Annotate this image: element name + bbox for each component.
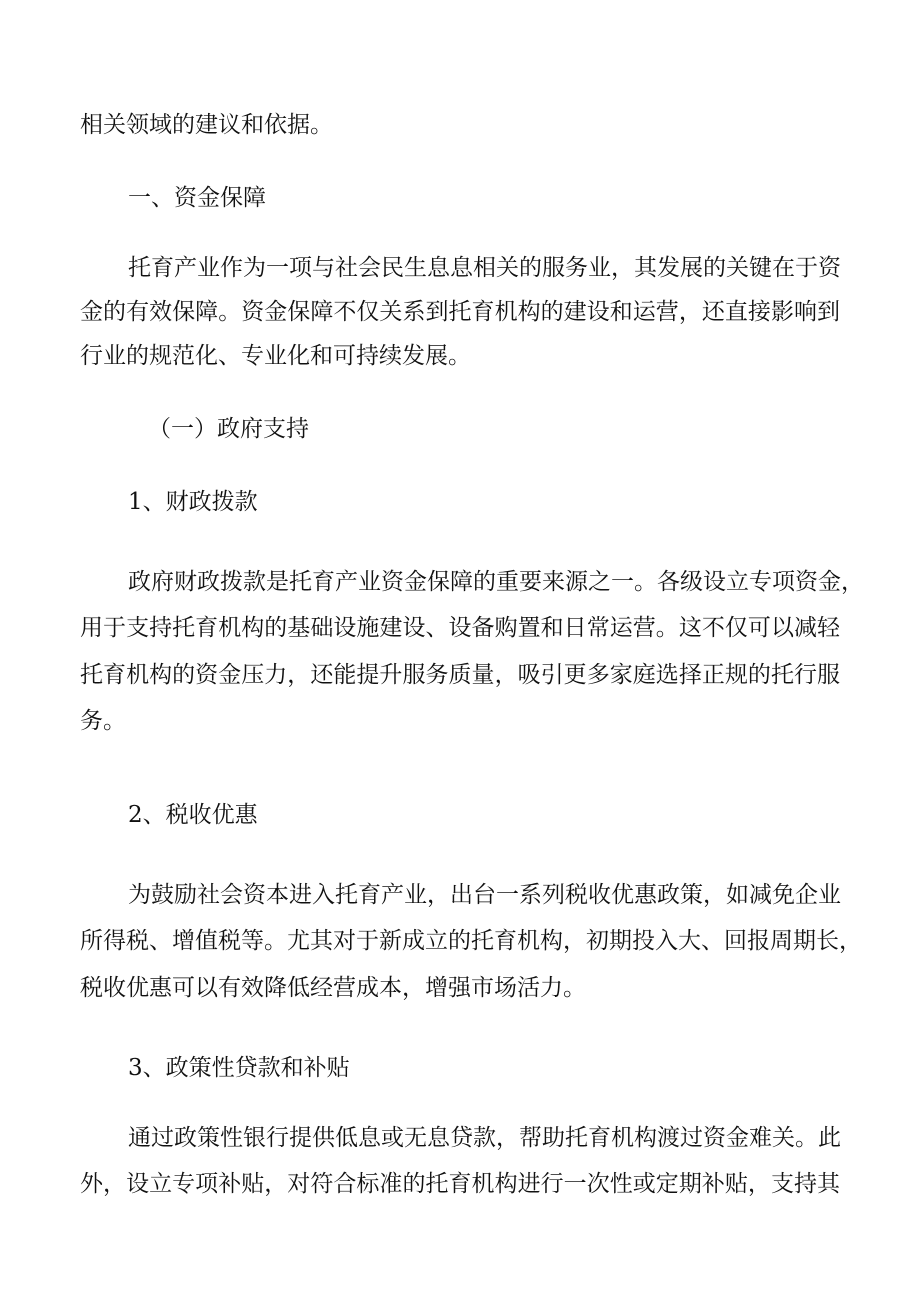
paragraph-line: 托育机构的资金压力，还能提升服务质量，吸引更多家庭选择正规的托行服 [80,662,840,688]
item-heading: 2、税收优惠 [128,802,258,828]
paragraph-line: 通过政策性银行提供低息或无息贷款，帮助托育机构渡过资金难关。此 [128,1125,841,1151]
item-heading: 3、政策性贷款和补贴 [128,1055,350,1081]
paragraph-line: 托育产业作为一项与社会民生息息相关的服务业，其发展的关键在于资 [128,255,841,281]
paragraph-line: 务。 [80,708,126,734]
paragraph-line: 金的有效保障。资金保障不仅关系到托育机构的建设和运营，还直接影响到 [80,299,840,325]
paragraph-line: 为鼓励社会资本进入托育产业，出台一系列税收优惠政策，如减免企业 [128,882,841,908]
paragraph-line: 用于支持托育机构的基础设施建设、设备购置和日常运营。这不仅可以减轻 [80,615,840,641]
paragraph-line: 政府财政拨款是托育产业资金保障的重要来源之一。各级设立专项资金， [128,569,864,595]
item-heading: 1、财政拨款 [128,489,258,515]
paragraph-line: 行业的规范化、专业化和可持续发展。 [80,343,471,369]
section-heading: 一、资金保障 [128,185,266,211]
paragraph-line: 相关领域的建议和依据。 [80,112,333,138]
paragraph-line: 所得税、增值税等。尤其对于新成立的托育机构，初期投入大、回报周期长， [80,928,862,954]
paragraph-line: 税收优惠可以有效降低经营成本，增强市场活力。 [80,975,586,1001]
paragraph-line: 外，设立专项补贴，对符合标准的托育机构进行一次性或定期补贴，支持其 [80,1171,840,1197]
subsection-heading: （一）政府支持 [148,416,309,442]
